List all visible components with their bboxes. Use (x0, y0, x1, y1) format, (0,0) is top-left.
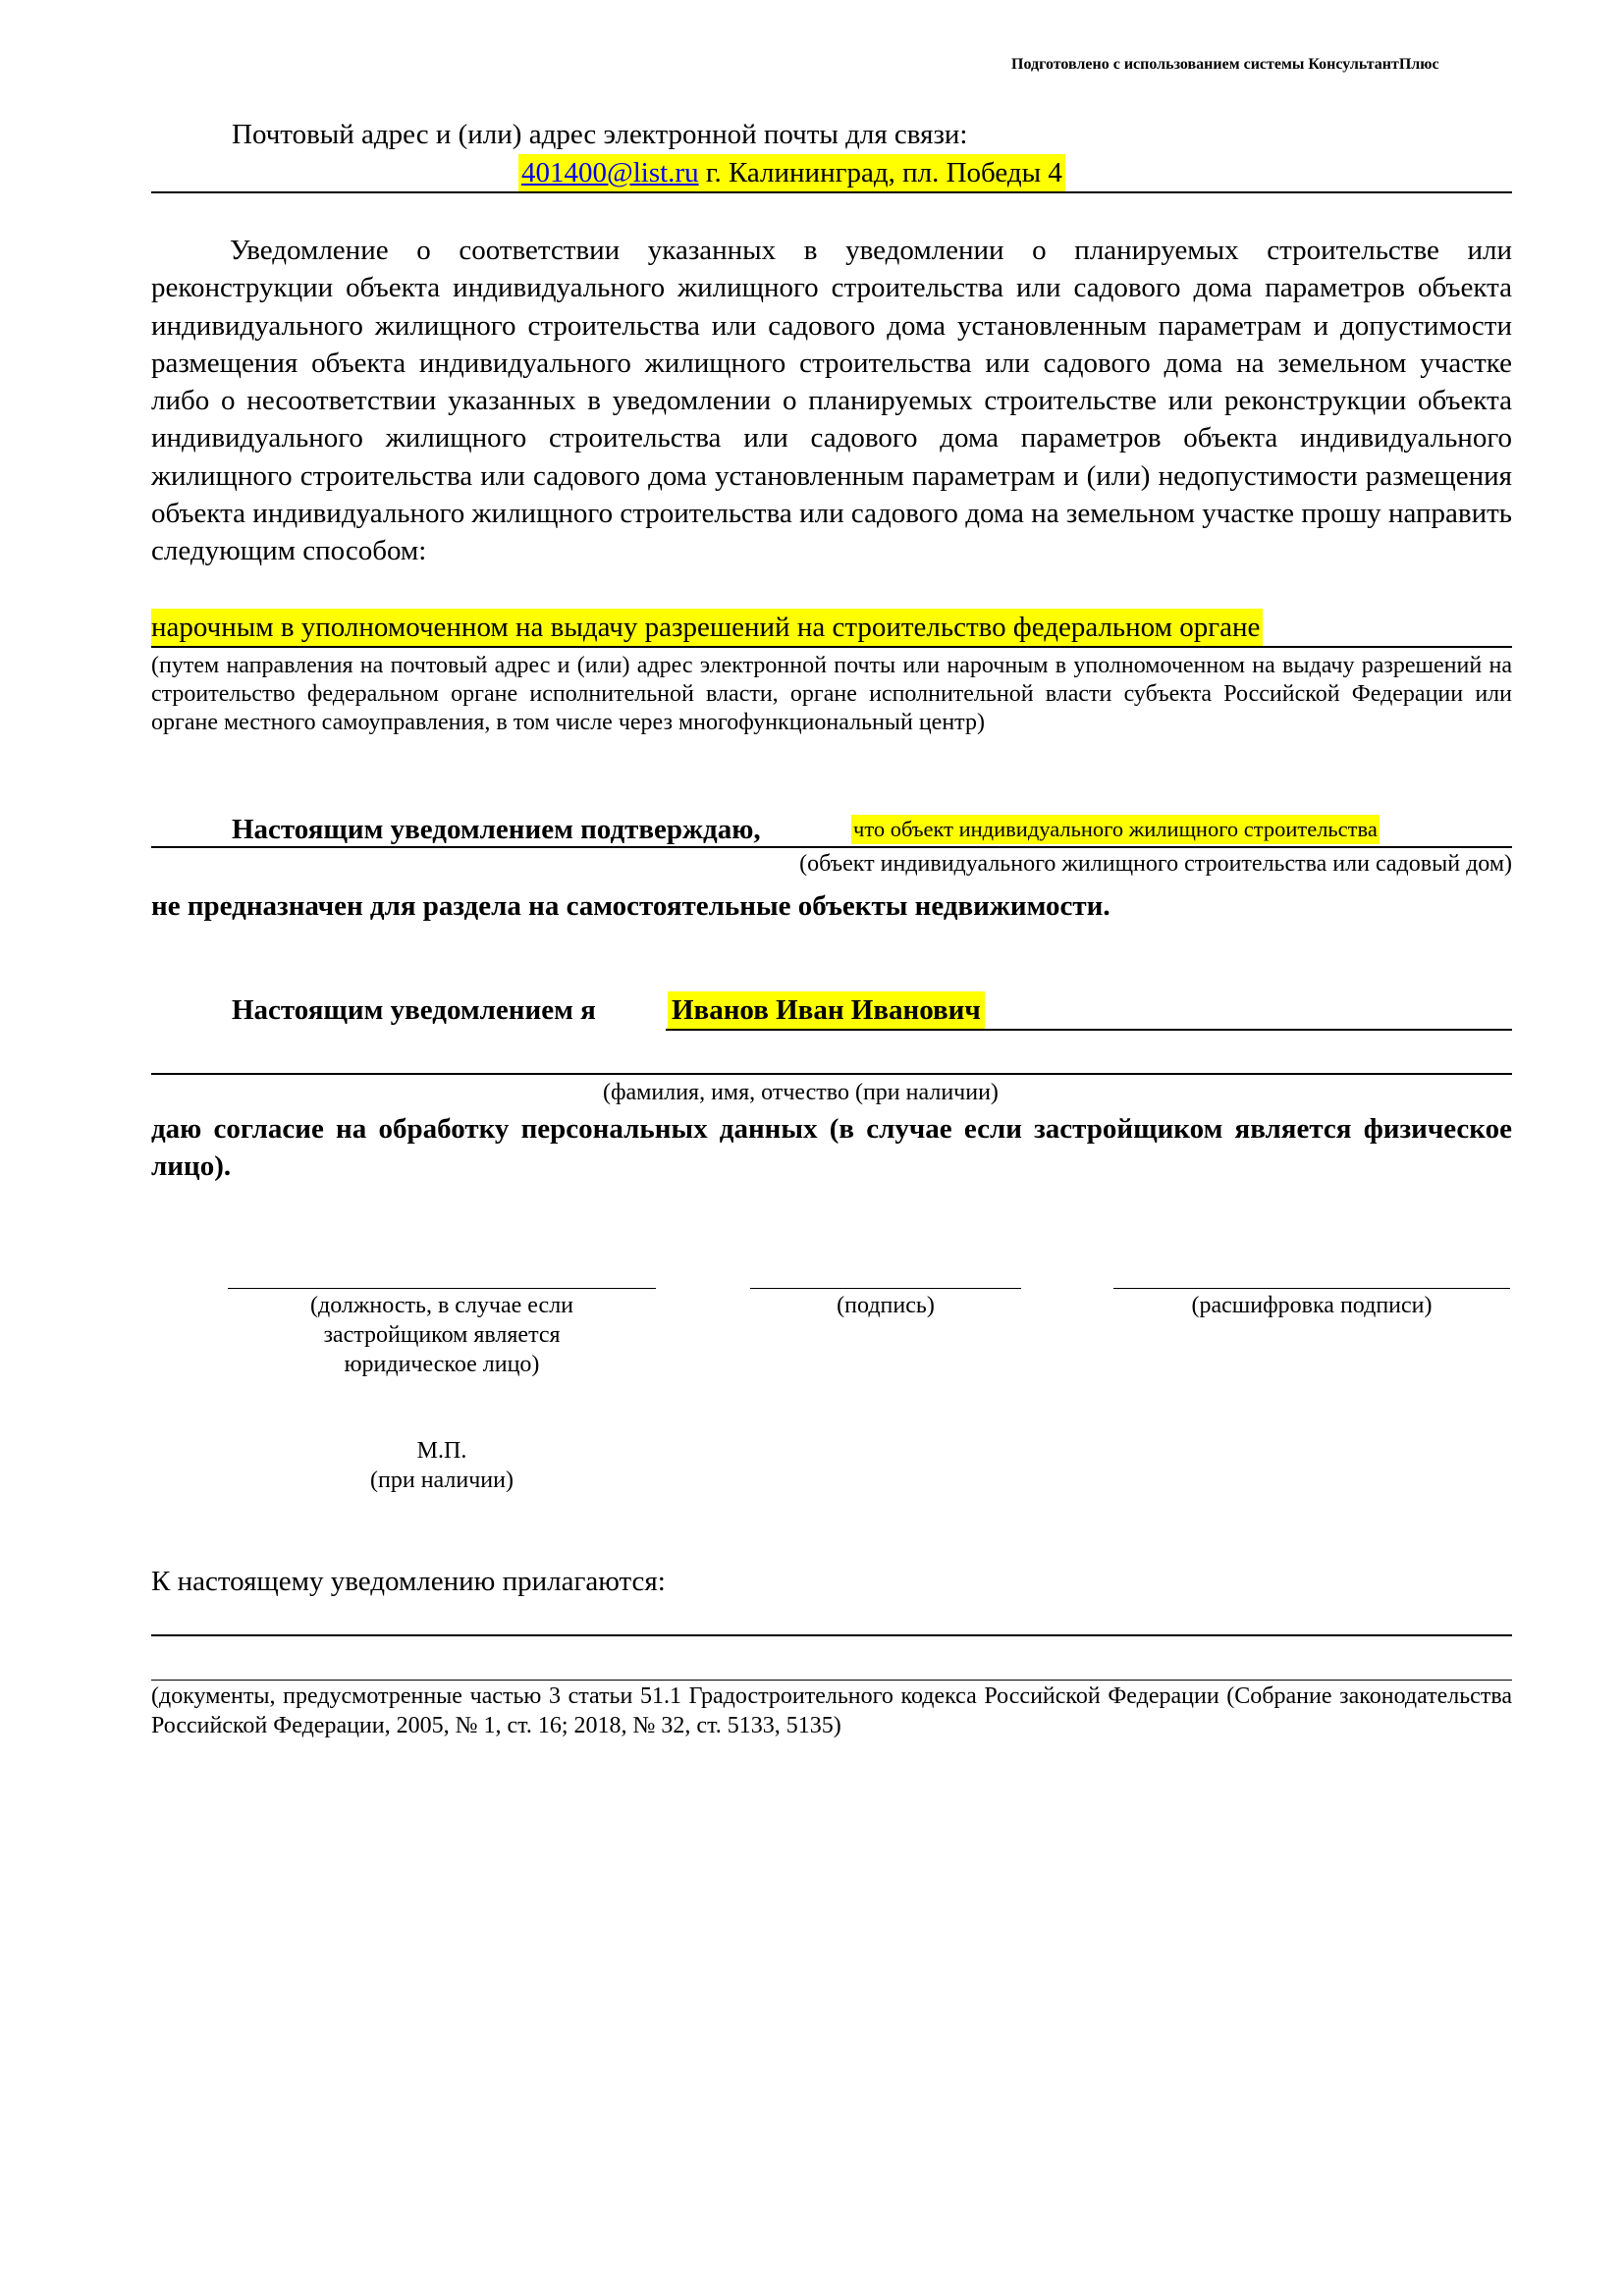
notice-method-value: нарочным в уполномоченном на выдачу разрешений на строительство федеральном органе (151, 609, 1263, 646)
consent-value: Иванов Иван Иванович (668, 991, 985, 1029)
attachments-line-2 (151, 1680, 1512, 1681)
position-caption (228, 1291, 656, 1379)
decoding-caption: (расшифровка подписи) (1191, 1293, 1433, 1318)
position-caption-line-2: застройщиком является (323, 1322, 561, 1348)
consent-tail: даю согласие на обработку персональных данных (в случае если застройщиком является физическое лицо). (151, 1113, 1512, 1182)
position-caption-line-3: юридическое лицо) (344, 1352, 540, 1377)
notice-method-hint: (путем направления на почтовый адрес и (или) адрес электронной почты или нарочным в уполномоченном на выдачу разрешений на строительство федеральном органе исполнительной власти, органе исполнительной власти субъекта Российской Федерации или органе местного самоуправления, в том числе через многофункциональный центр) (151, 653, 1512, 735)
header-note-brand: КонсультантПлюс (1308, 56, 1439, 73)
stamp-caption (228, 1436, 656, 1495)
confirm-value: что объект индивидуального жилищного строительства (851, 815, 1380, 844)
contact-address: г. Калининград, пл. Победы 4 (698, 157, 1062, 188)
contact-underline (151, 191, 1512, 193)
position-line (228, 1288, 656, 1289)
attachments-line-1 (151, 1634, 1512, 1636)
stamp-caption-line-2: (при наличии) (370, 1468, 514, 1493)
consent-second-underline (151, 1073, 1512, 1075)
signature-line (750, 1288, 1021, 1289)
attachments-label: К настоящему уведомлению прилагаются: (151, 1566, 666, 1597)
confirm-underline (151, 846, 1512, 848)
attachments-hint: (документы, предусмотренные частью 3 статьи 51.1 Градостроительного кодекса Российской Федерации (Собрание законодательства Российской Федерации, 2005, № 1, ст. 16; 2018, № 32, ст. 5133, 5135) (151, 1683, 1512, 1738)
decoding-line (1113, 1288, 1510, 1289)
consent-hint: (фамилия, имя, отчество (при наличии) (603, 1080, 999, 1105)
header-note-prefix: Подготовлено с использованием системы (1011, 56, 1309, 73)
consent-label: Настоящим уведомлением я (232, 994, 596, 1026)
contact-label: Почтовый адрес и (или) адрес электронной почты для связи: (232, 119, 968, 150)
header-note (1011, 56, 1439, 74)
contact-email-link[interactable]: 401400@list.ru (521, 157, 699, 188)
confirm-hint: (объект индивидуального жилищного строительства или садовый дом) (799, 851, 1512, 877)
consent-name-underline (666, 1029, 1512, 1031)
contact-value (518, 154, 1065, 191)
signature-caption: (подпись) (837, 1293, 935, 1318)
notice-method-text: Уведомление о соответствии указанных в уведомлении о планируемых строительстве или реконструкции объекта индивидуального жилищного строительства или садового дома параметров объекта индивидуального жилищного строительства или садового дома установленным параметрам и допустимости размещения объекта индивидуального жилищного строительства или садового дома на земельном участке либо о несоответствии указанных в уведомлении о планируемых строительстве или реконструкции объекта индивидуального жилищного строительства или садового дома параметров объекта индивидуального жилищного строительства или садового дома установленным параметрам и (или) недопустимости размещения объекта индивидуального жилищного строительства или садового дома на земельном участке прошу направить следующим способом: (151, 235, 1512, 567)
confirm-label: Настоящим уведомлением подтверждаю, (232, 814, 761, 845)
stamp-caption-line-1: М.П. (416, 1438, 467, 1464)
notice-method-paragraph (151, 232, 1512, 570)
confirm-tail: не предназначен для раздела на самостоятельные объекты недвижимости. (151, 890, 1110, 922)
notice-method-underline (151, 646, 1512, 648)
position-caption-line-1: (должность, в случае если (309, 1293, 574, 1318)
